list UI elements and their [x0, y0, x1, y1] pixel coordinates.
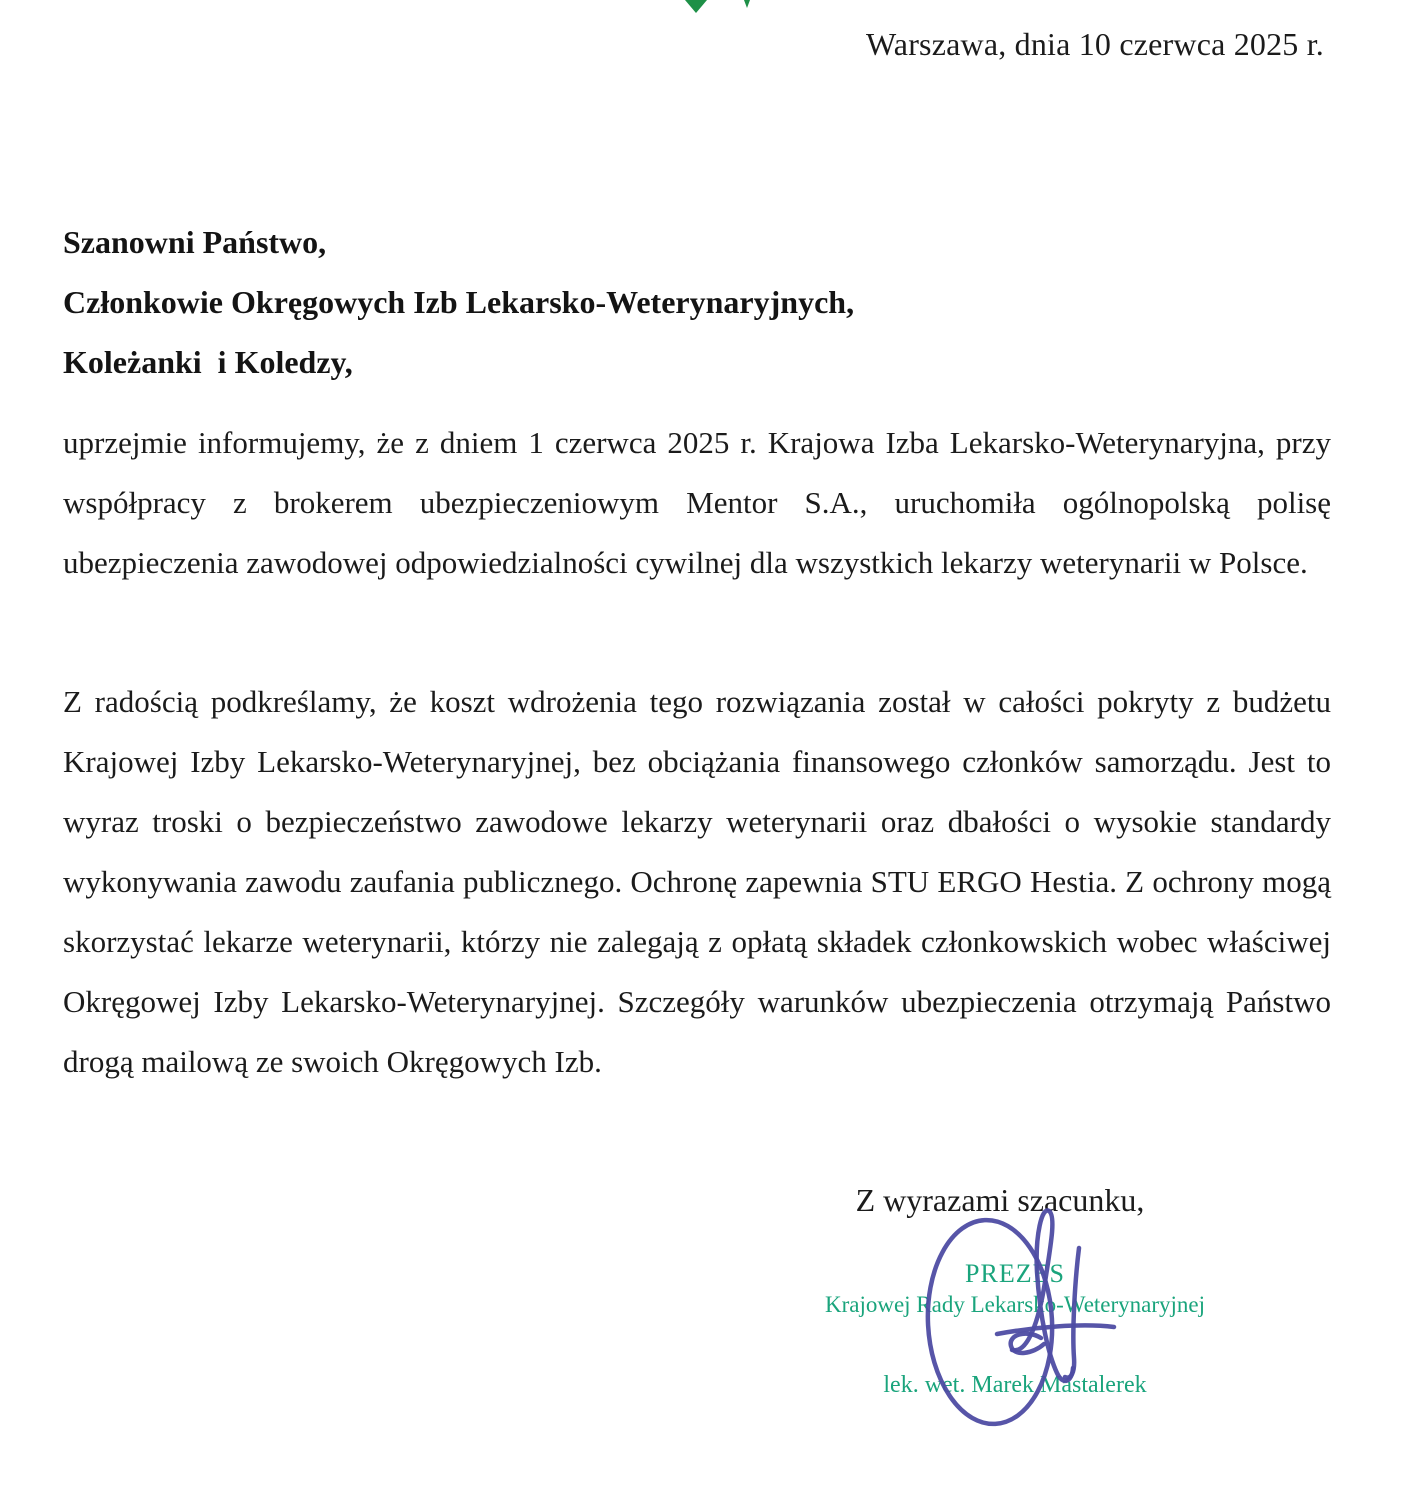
body-paragraph-2: Z radością podkreślamy, że koszt wdrożenia tego rozwiązania został w całości pokryty z budżetu Krajowej Izby Lekarsko-Weterynaryjnej, bez obciążania finansowego członków samorządu. Jest to wyraz troski o bezpieczeństwo zawodowe lekarzy weterynarii oraz dbałości o wysokie standardy wykonywania zawodu zaufania publicznego. Ochronę zapewnia STU ERGO Hestia. Z ochrony mogą skorzystać lekarze weterynarii, którzy nie zalegają z opłatą składek członkowskich wobec właściwej Okręgowej Izby Lekarsko-Weterynaryjnej. Szczegóły warunków ubezpieczenia otrzymają Państwo drogą mailową ze swoich Okręgowych Izb.: [63, 684, 1331, 1079]
body-paragraph-1: uprzejmie informujemy, że z dniem 1 czerwca 2025 r. Krajowa Izba Lekarsko-Weterynaryjna, przy współpracy z brokerem ubezpieczeniowym Mentor S.A., uruchomiła ogólnopolską polisę ubezpieczenia zawodowej odpowiedzialności cywilnej dla wszystkich lekarzy weterynarii w Polsce.: [63, 425, 1331, 580]
signature-block: [770, 1258, 1260, 1320]
closing-line: Z wyrazami szacunku,: [855, 1182, 1145, 1218]
signature-name: lek. wet. Marek Mastalerek: [883, 1372, 1147, 1398]
salutation-line-members: Członkowie Okręgowych Izb Lekarsko-Weterynaryjnych,: [63, 284, 855, 320]
salutation-line-recipients: Szanowni Państwo,: [63, 224, 327, 260]
date-line: Warszawa, dnia 10 czerwca 2025 r.: [865, 26, 1324, 62]
signature-organization: Krajowej Rady Lekarsko-Weterynaryjnej: [824, 1292, 1206, 1317]
signature-title: PREZES: [965, 1259, 1065, 1288]
organization-logo-fragment-icon: [680, 0, 756, 14]
salutation-line-colleagues: Koleżanki i Koledzy,: [63, 344, 353, 380]
salutation-block: [63, 212, 1331, 392]
